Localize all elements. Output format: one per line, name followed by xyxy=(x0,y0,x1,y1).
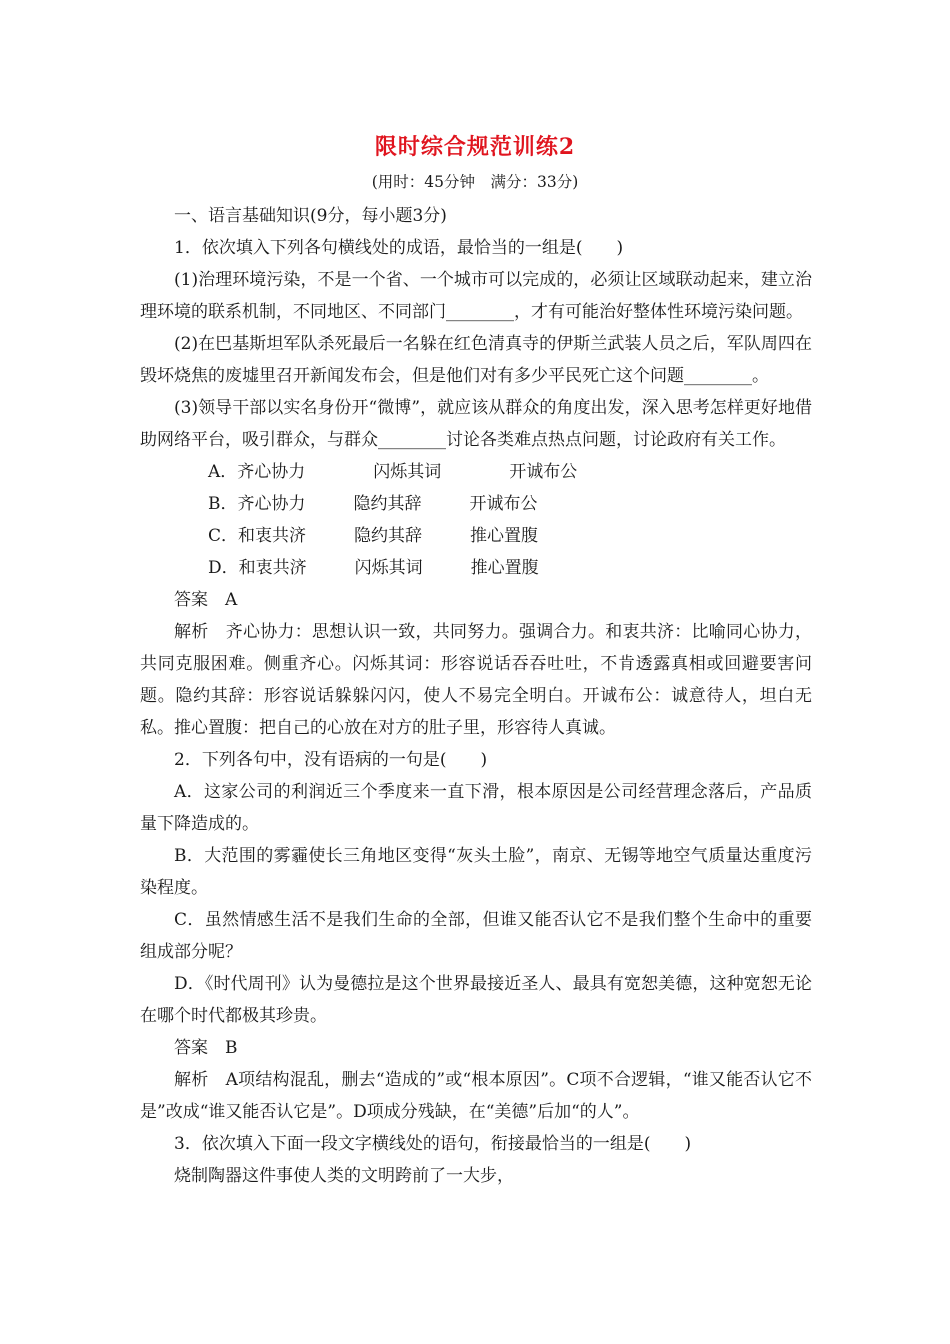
option-d-term-2: 闪烁其词 xyxy=(354,558,423,578)
question-2-answer: 答案 B xyxy=(174,1038,238,1058)
option-c-term-3: 推心置腹 xyxy=(470,526,539,546)
option-b-term-1: B．齐心协力 xyxy=(208,494,306,514)
question-1-option-c xyxy=(140,520,812,552)
option-a-term-2: 闪烁其词 xyxy=(373,462,442,482)
option-c-term-2: 隐约其辞 xyxy=(354,526,423,546)
document-body xyxy=(140,200,812,1192)
page-title: 限时综合规范训练2 xyxy=(374,134,576,160)
question-2-option-c: C．虽然情感生活不是我们生命的全部，但谁又能否认它不是我们整个生命中的重要组成部分呢？ xyxy=(140,910,812,962)
option-c-term-1: C．和衷共济 xyxy=(208,526,307,546)
page-subtitle: (用时：45分钟 满分：33分) xyxy=(371,173,579,191)
question-1-option-d xyxy=(140,552,812,584)
section-heading: 一、语言基础知识(9分，每小题3分) xyxy=(174,206,447,226)
option-d-term-3: 推心置腹 xyxy=(470,558,539,578)
question-1-analysis: 解析 齐心协力：思想认识一致，共同努力。强调合力。和衷共济：比喻同心协力，共同克服困难。侧重齐心。闪烁其词：形容说话吞吞吐吐，不肯透露真相或回避要害问题。隐约其辞：形容说话躲躲闪闪，使人不易完全明白。开诚布公：诚意待人，坦白无私。推心置腹：把自己的心放在对方的肚子里，形容待人真诚。 xyxy=(140,622,812,738)
question-1-stem: 1．依次填入下列各句横线处的成语，最恰当的一组是( ) xyxy=(174,238,624,258)
question-3-stem: 3．依次填入下面一段文字横线处的语句，衔接最恰当的一组是( ) xyxy=(174,1134,692,1154)
question-1-sentence-2: (2)在巴基斯坦军队杀死最后一名躲在红色清真寺的伊斯兰武装人员之后，军队周四在毁坏烧焦的废墟里召开新闻发布会，但是他们对有多少平民死亡这个问题________。 xyxy=(140,334,812,386)
question-1-option-b xyxy=(140,488,812,520)
question-3-text: 烧制陶器这件事使人类的文明跨前了一大步， xyxy=(174,1166,514,1186)
question-2-option-a: A．这家公司的利润近三个季度来一直下滑，根本原因是公司经营理念落后，产品质量下降造成的。 xyxy=(140,782,812,834)
question-1-sentence-1: (1)治理环境污染，不是一个省、一个城市可以完成的，必须让区域联动起来，建立治理环境的联系机制，不同地区、不同部门________，才有可能治好整体性环境污染问题。 xyxy=(140,270,812,322)
question-2-analysis: 解析 A项结构混乱，删去“造成的”或“根本原因”。C项不合逻辑，“谁又能否认它不是”改成“谁又能否认它是”。D项成分残缺，在“美德”后加“的人”。 xyxy=(140,1070,812,1122)
option-a-term-1: A．齐心协力 xyxy=(208,462,306,482)
option-b-term-2: 隐约其辞 xyxy=(353,494,422,514)
question-2-option-b: B．大范围的雾霾使长三角地区变得“灰头土脸”，南京、无锡等地空气质量达重度污染程度。 xyxy=(140,846,812,898)
question-1-answer: 答案 A xyxy=(174,590,238,610)
option-d-term-1: D．和衷共济 xyxy=(208,558,307,578)
question-2-stem: 2．下列各句中，没有语病的一句是( ) xyxy=(174,750,488,770)
question-2-option-d: D．《时代周刊》认为曼德拉是这个世界最接近圣人、最具有宽恕美德，这种宽恕无论在哪个时代都极其珍贵。 xyxy=(140,974,812,1026)
question-1-sentence-3: (3)领导干部以实名身份开“微博”，就应该从群众的角度出发，深入思考怎样更好地借助网络平台，吸引群众，与群众________讨论各类难点热点问题，讨论政府有关工作。 xyxy=(140,398,812,450)
question-1-option-a xyxy=(140,456,812,488)
option-a-term-3: 开诚布公 xyxy=(509,462,578,482)
option-b-term-3: 开诚布公 xyxy=(469,494,538,514)
